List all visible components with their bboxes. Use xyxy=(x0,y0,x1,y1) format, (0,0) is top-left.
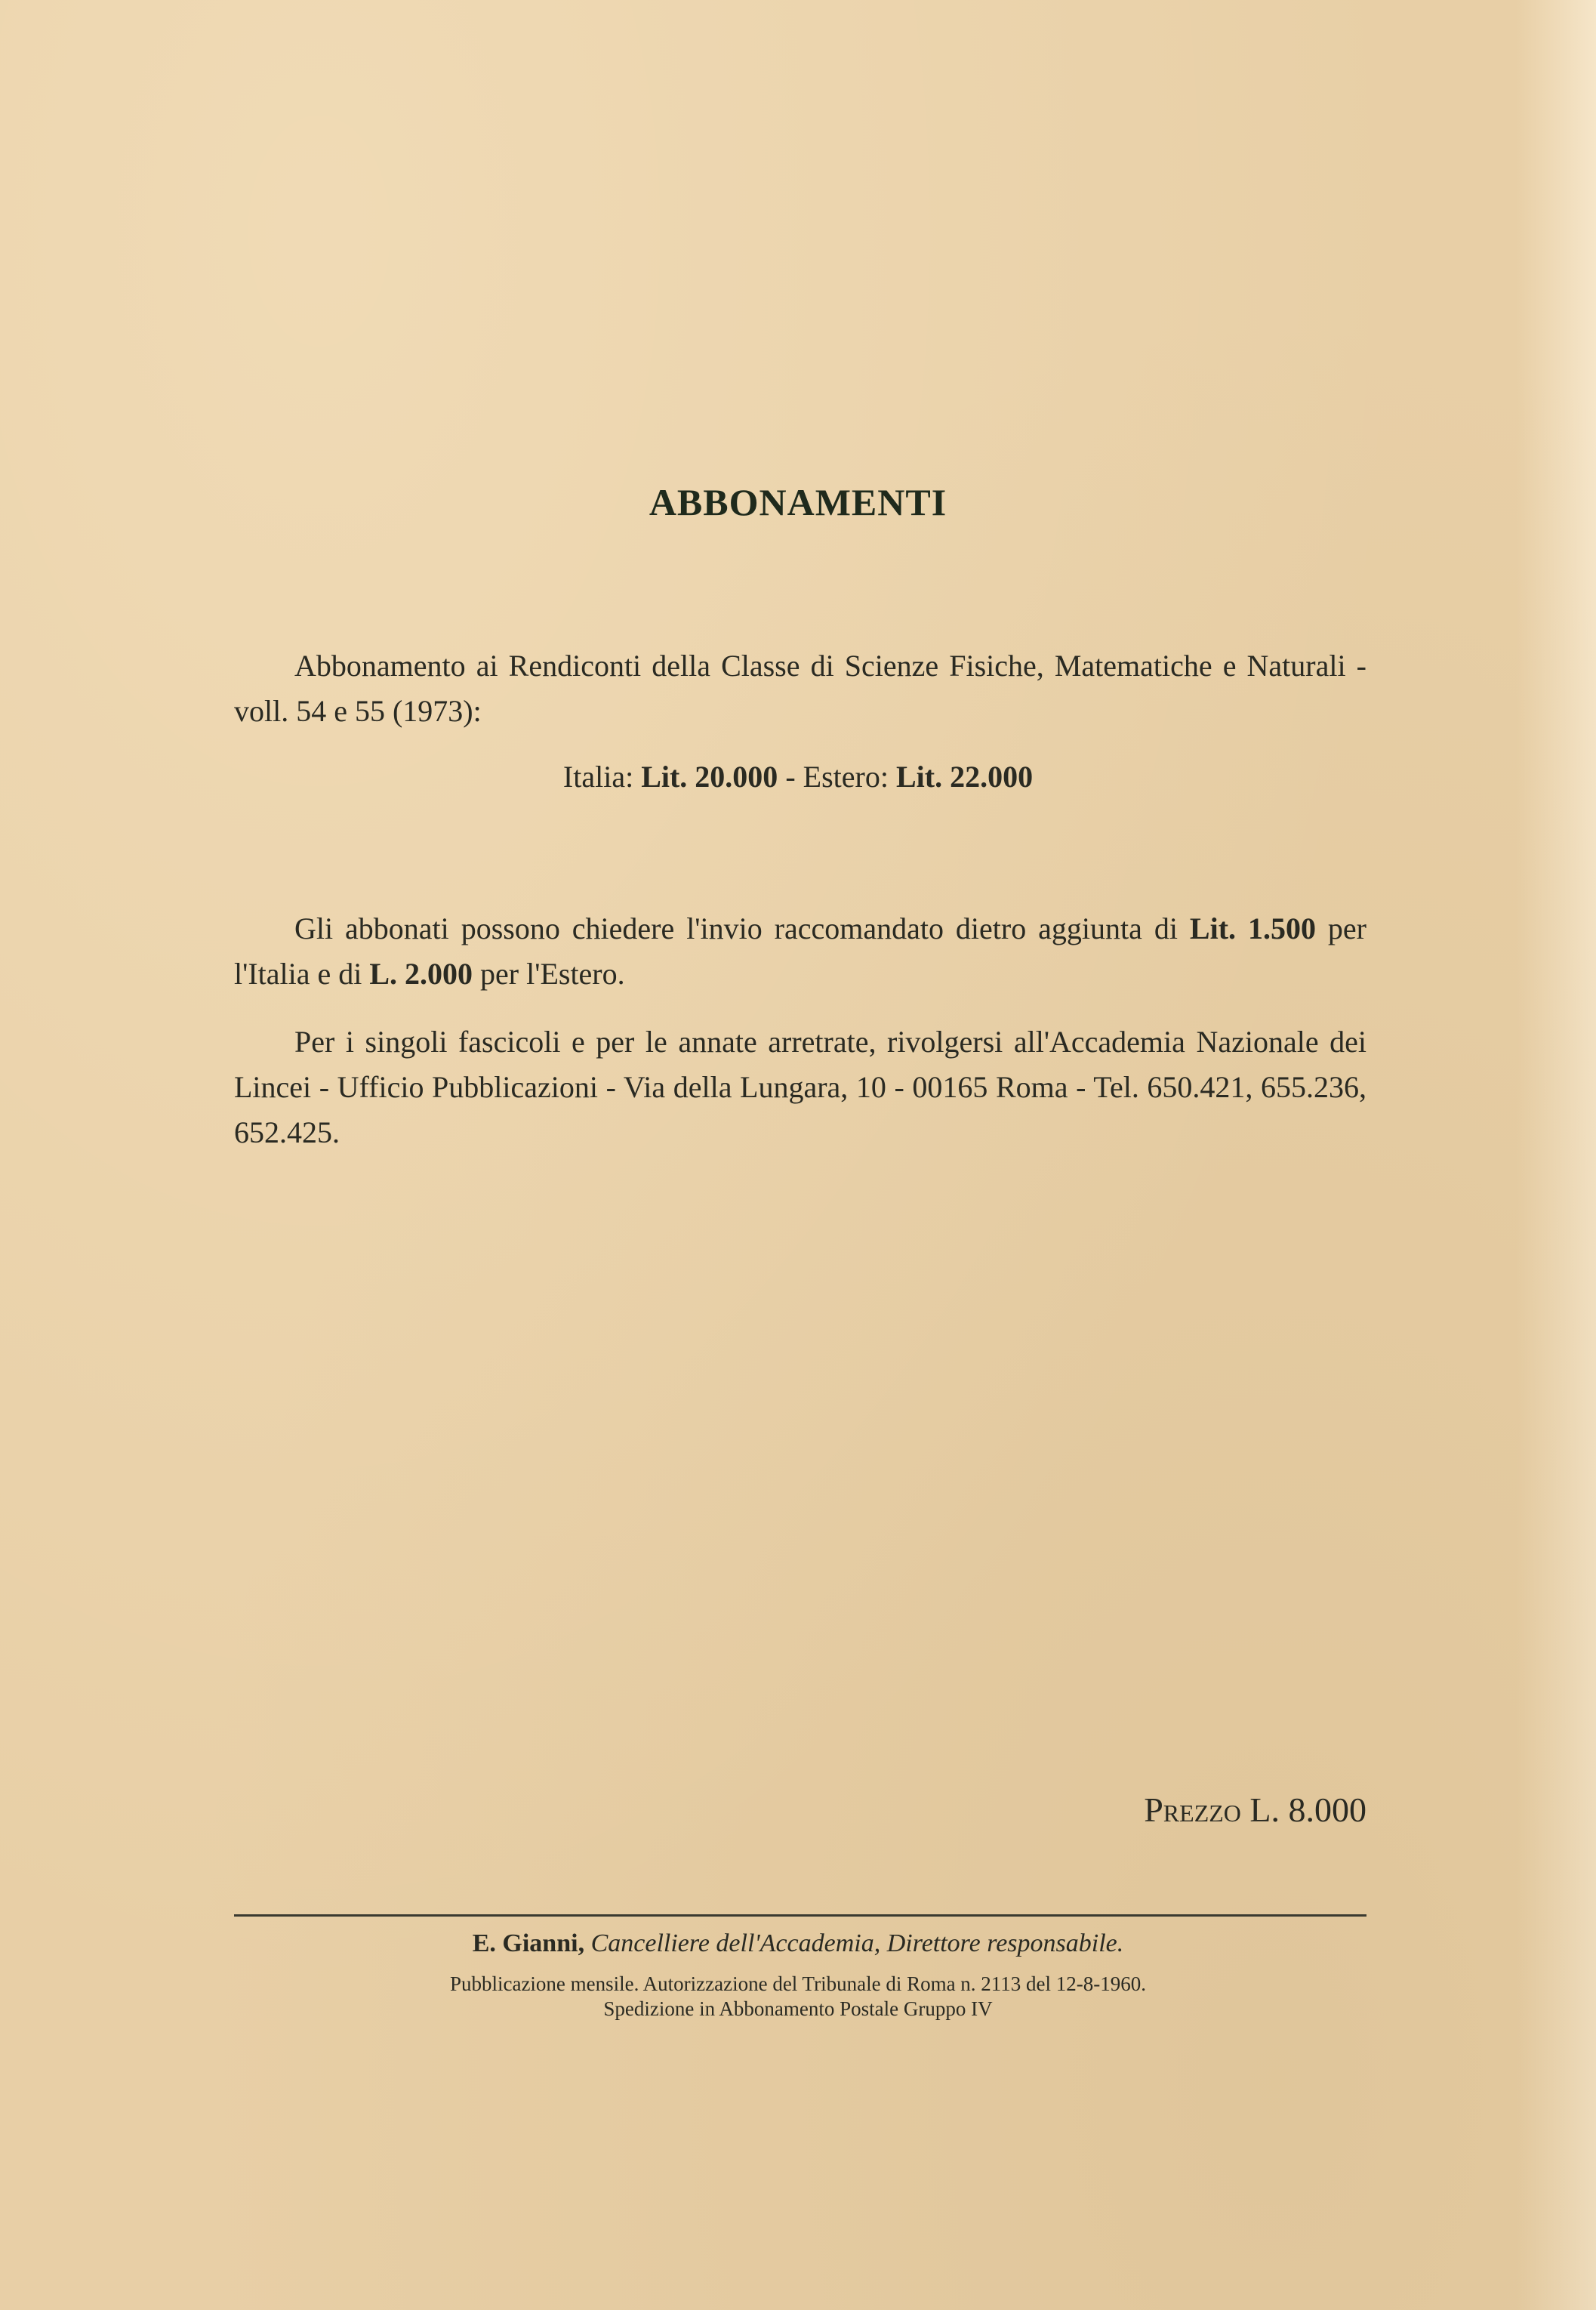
registered-italia-amount: Lit. 1.500 xyxy=(1189,911,1316,945)
registered-mail-text: Gli abbonati possono chiedere l'invio raccomandato dietro aggiunta di xyxy=(294,911,1190,945)
price-separator: - xyxy=(778,760,803,794)
issue-price: Prezzo L. 8.000 xyxy=(1144,1790,1366,1829)
estero-label: Estero: xyxy=(803,760,889,794)
italia-label: Italia: xyxy=(562,760,634,794)
registered-estero-amount: L. 2.000 xyxy=(369,957,473,991)
registered-mail-text-2: per l'Italia e di xyxy=(234,911,1366,991)
registered-mail-text-3: per l'Estero. xyxy=(473,957,625,991)
footer-authorization-line: Pubblicazione mensile. Autorizzazione del Tribunale di Roma n. 2113 del 12-8-1960. xyxy=(449,1972,1147,1995)
estero-price: Lit. 22.000 xyxy=(895,760,1034,794)
editor-name: E. Gianni, xyxy=(472,1929,585,1957)
back-issues-paragraph: Per i singoli fascicoli e per le annate arretrate, rivolgersi all'Accademia Nazionale dei Lincei - Ufficio Pubblicazioni - Via della Lungara, 10 - 00165 Roma - Tel. 650.421, 655.236, 652.425. xyxy=(234,1025,1366,1149)
subscription-paragraph: Abbonamento ai Rendiconti della Classe di Scienze Fisiche, Matematiche e Naturali - voll. 54 e 55 (1973): xyxy=(234,649,1366,728)
page-title: ABBONAMENTI xyxy=(649,481,947,523)
footer-postal-line: Spedizione in Abbonamento Postale Gruppo IV xyxy=(603,1997,993,2020)
registered-mail-paragraph xyxy=(234,906,1366,997)
editor-role: Cancelliere dell'Accademia, Direttore responsabile. xyxy=(584,1929,1124,1957)
subscription-prices xyxy=(0,759,1596,794)
italia-price: Lit. 20.000 xyxy=(641,760,778,794)
footer-editor-line xyxy=(0,1929,1596,1958)
footer-divider xyxy=(234,1914,1366,1917)
